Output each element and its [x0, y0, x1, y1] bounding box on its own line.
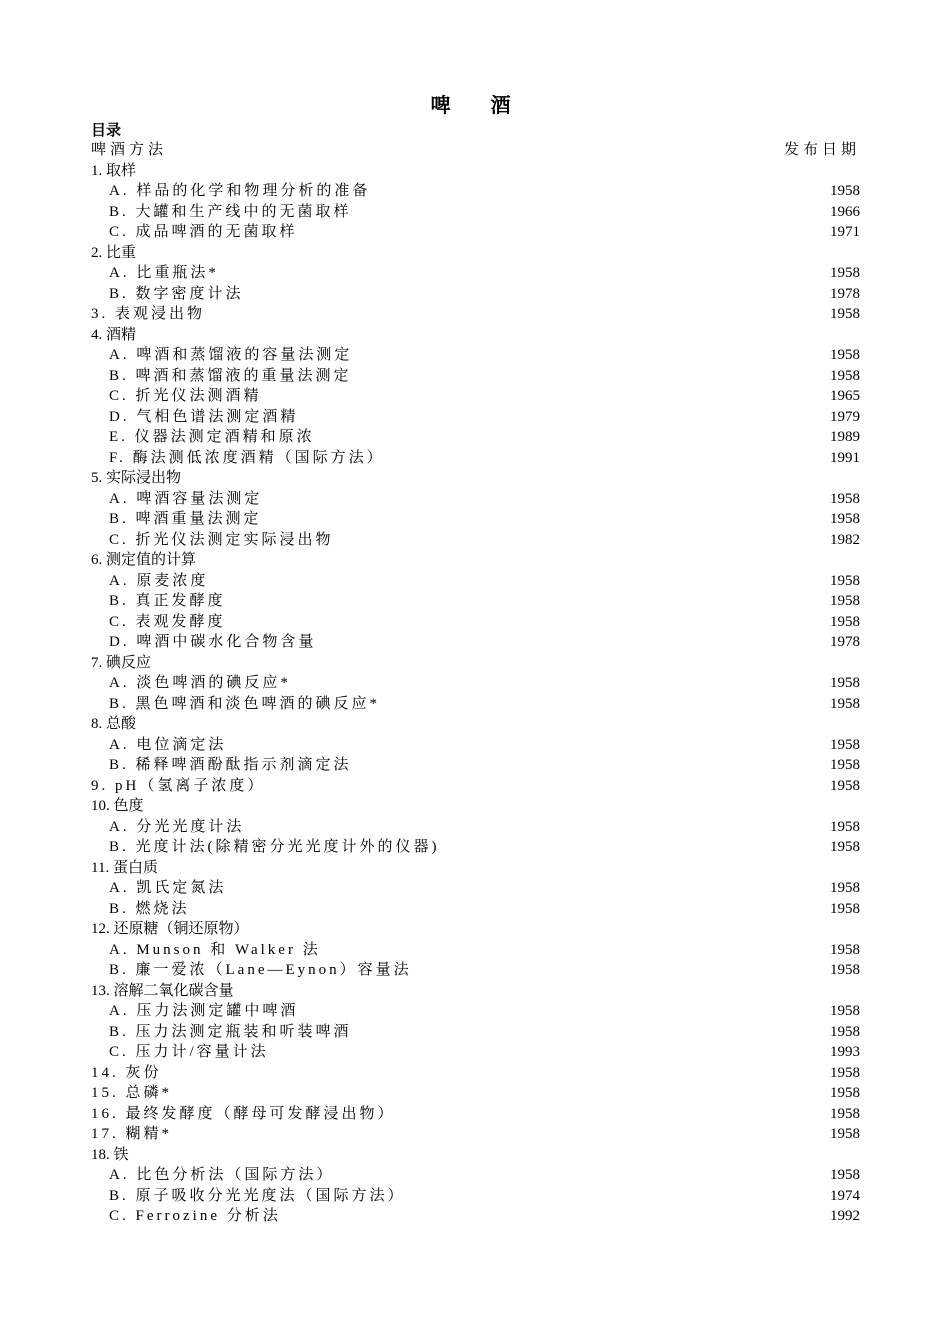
toc-entry-title: 18. 铁: [91, 1146, 129, 1163]
toc-section: [91, 981, 860, 1002]
toc-entry-title: C. Ferrozine 分析法: [109, 1208, 281, 1224]
toc-entry: [91, 1022, 860, 1043]
toc-entry-year: 1974: [830, 1187, 860, 1204]
toc-entry-title: 7. 碘反应: [91, 654, 152, 671]
toc-entry: [91, 1001, 860, 1022]
toc-entry: [91, 263, 860, 284]
toc-entry: [91, 1104, 860, 1125]
toc-entry: [91, 1124, 860, 1145]
toc-section: [91, 858, 860, 879]
toc-entry: [91, 1206, 860, 1227]
toc-entry-year: 1958: [830, 839, 860, 855]
toc-entry-title: 1. 取样: [91, 162, 137, 179]
toc-entry-title: C. 折光仪法测酒精: [109, 388, 262, 404]
toc-entry-title: A. 电位滴定法: [109, 736, 227, 753]
toc-entry-title: 9. pH（氢离子浓度）: [91, 777, 266, 794]
toc-entry: [91, 284, 860, 305]
toc-entry-title: 2. 比重: [91, 244, 137, 261]
toc-entry-year: 1958: [830, 675, 860, 691]
toc-entry: [91, 960, 860, 981]
toc-entry-title: B. 廉一爱浓（Lane—Eynon）容量法: [109, 962, 412, 978]
toc-entry: [91, 304, 860, 325]
toc-entry: [91, 817, 860, 838]
toc-entry-year: 1958: [830, 1064, 860, 1081]
toc-entry-title: B. 啤酒和蒸馏液的重量法测定: [109, 367, 352, 384]
toc-entry-year: 1979: [830, 408, 860, 425]
toc-entry-title: A. 凯氏定氮法: [109, 880, 227, 896]
toc-entry-title: B. 真正发酵度: [109, 593, 226, 609]
toc-entry-year: 1982: [830, 531, 860, 548]
toc-entry-title: 3. 表观浸出物: [91, 306, 206, 322]
toc-entry-title: A. 啤酒和蒸馏液的容量法测定: [109, 347, 353, 363]
toc-entry-title: A. 样品的化学和物理分析的准备: [109, 183, 371, 199]
toc-entry-title: E. 仪器法测定酒精和原浓: [109, 429, 315, 445]
toc-entry-title: B. 原子吸收分光光度法（国际方法）: [109, 1187, 406, 1204]
toc-section: [91, 796, 860, 817]
toc-entry-title: D. 啤酒中碳水化合物含量: [109, 634, 317, 650]
toc-entry-title: F. 酶法测低浓度酒精（国际方法）: [109, 449, 385, 466]
toc-entry-title: B. 光度计法(除精密分光光度计外的仪器): [109, 839, 440, 855]
toc-entry: [91, 427, 860, 448]
toc-section: [91, 325, 860, 346]
toc-entry-title: A. 分光光度计法: [109, 818, 245, 835]
toc-entry: [91, 222, 860, 243]
toc-entry-year: 1992: [830, 1208, 860, 1224]
toc-entry-title: 12. 还原糖（铜还原物）: [91, 921, 249, 937]
toc-entry-year: 1993: [830, 1044, 860, 1060]
toc-entry-year: 1958: [830, 757, 860, 773]
toc-entry-year: 1958: [830, 593, 860, 609]
toc-entry-title: B. 压力法测定瓶装和听装啤酒: [109, 1023, 352, 1040]
toc-entry-year: 1958: [830, 183, 860, 199]
toc-entry-title: B. 啤酒重量法测定: [109, 511, 262, 527]
toc-entry: [91, 386, 860, 407]
toc-entry-year: 1958: [830, 1085, 860, 1101]
toc-entry-title: A. 压力法测定罐中啤酒: [109, 1003, 299, 1019]
page-title: 啤 酒: [430, 93, 521, 117]
toc-entry-year: 1958: [830, 736, 860, 753]
toc-list: [91, 161, 860, 1227]
toc-entry-title: C. 成品啤酒的无菌取样: [109, 224, 298, 240]
toc-entry: [91, 202, 860, 223]
toc-section: [91, 1145, 860, 1166]
toc-entry-year: 1958: [830, 265, 860, 281]
toc-entry: [91, 366, 860, 387]
toc-entry-year: 1958: [830, 613, 860, 630]
toc-entry-title: C. 折光仪法测定实际浸出物: [109, 531, 334, 548]
toc-entry: [91, 632, 860, 653]
toc-entry: [91, 899, 860, 920]
toc-entry-title: 4. 酒精: [91, 326, 137, 343]
toc-entry: [91, 1186, 860, 1207]
toc-entry-title: A. 比重瓶法*: [109, 265, 219, 281]
toc-entry-year: 1958: [830, 572, 860, 589]
toc-entry: [91, 1083, 860, 1104]
toc-entry: [91, 530, 860, 551]
toc-entry-title: 13. 溶解二氧化碳含量: [91, 982, 234, 999]
toc-header: [91, 140, 860, 161]
toc-entry: [91, 591, 860, 612]
toc-entry: [91, 694, 860, 715]
toc-entry-year: 1958: [830, 1023, 860, 1040]
toc-entry: [91, 407, 860, 428]
toc-section: [91, 243, 860, 264]
toc-section: [91, 714, 860, 735]
header-left: 啤酒方法: [91, 142, 168, 158]
toc-entry: [91, 776, 860, 797]
toc-entry-title: B. 燃烧法: [109, 900, 190, 917]
toc-entry-year: 1989: [830, 429, 860, 445]
toc-entry: [91, 571, 860, 592]
toc-entry-title: 5. 实际浸出物: [91, 470, 182, 486]
toc-entry-year: 1958: [830, 367, 860, 384]
toc-entry-year: 1958: [830, 777, 860, 794]
toc-entry-year: 1958: [830, 962, 860, 978]
toc-section: [91, 468, 860, 489]
toc-entry-title: A. 啤酒容量法测定: [109, 490, 263, 507]
toc-entry: [91, 1042, 860, 1063]
toc-entry-year: 1971: [830, 224, 860, 240]
toc-entry-year: 1958: [830, 306, 860, 322]
toc-entry-title: 8. 总酸: [91, 716, 137, 732]
document-page: [91, 90, 860, 1227]
toc-entry-title: B. 稀释啤酒酚酞指示剂滴定法: [109, 757, 352, 773]
toc-entry-title: 15. 总磷*: [91, 1085, 173, 1101]
toc-entry-title: 17. 糊精*: [91, 1126, 173, 1142]
toc-entry-title: D. 气相色谱法测定酒精: [109, 408, 299, 425]
toc-section: [91, 161, 860, 182]
toc-entry-title: C. 表观发酵度: [109, 613, 226, 630]
toc-entry-title: B. 数字密度计法: [109, 285, 244, 302]
toc-entry: [91, 489, 860, 510]
header-right: 发布日期: [783, 142, 860, 158]
toc-entry-year: 1978: [830, 285, 860, 302]
toc-entry-year: 1958: [830, 818, 860, 835]
toc-entry: [91, 612, 860, 633]
toc-entry: [91, 673, 860, 694]
toc-entry-title: A. 比色分析法（国际方法）: [109, 1167, 335, 1183]
toc-entry-title: C. 压力计/容量计法: [109, 1044, 269, 1060]
toc-entry-year: 1958: [830, 1105, 860, 1122]
toc-entry-year: 1966: [830, 203, 860, 220]
toc-section: [91, 919, 860, 940]
toc-entry: [91, 735, 860, 756]
toc-entry-year: 1958: [830, 1126, 860, 1142]
toc-entry-year: 1991: [830, 449, 860, 466]
toc-entry-year: 1978: [830, 634, 860, 650]
toc-entry-title: 11. 蛋白质: [91, 859, 158, 876]
toc-label: 目录: [91, 121, 122, 139]
toc-entry: [91, 878, 860, 899]
toc-entry: [91, 345, 860, 366]
toc-entry-title: A. 原麦浓度: [109, 572, 209, 589]
toc-entry: [91, 181, 860, 202]
toc-entry-year: 1958: [830, 695, 860, 712]
toc-entry-year: 1958: [830, 490, 860, 507]
toc-entry: [91, 1165, 860, 1186]
toc-entry-title: 16. 最终发酵度（酵母可发酵浸出物）: [91, 1105, 396, 1122]
toc-entry-year: 1965: [830, 388, 860, 404]
toc-section: [91, 653, 860, 674]
toc-entry: [91, 448, 860, 469]
toc-entry: [91, 509, 860, 530]
toc-entry: [91, 1063, 860, 1084]
toc-entry-year: 1958: [830, 900, 860, 917]
toc-entry-year: 1958: [830, 1167, 860, 1183]
toc-entry-title: 6. 测定值的计算: [91, 552, 197, 568]
toc-entry-title: B. 黑色啤酒和淡色啤酒的碘反应*: [109, 695, 381, 712]
toc-entry: [91, 755, 860, 776]
toc-entry-title: A. 淡色啤酒的碘反应*: [109, 675, 291, 691]
toc-section: [91, 550, 860, 571]
toc-entry-year: 1958: [830, 1003, 860, 1019]
toc-entry-year: 1958: [830, 880, 860, 896]
toc-entry-year: 1958: [830, 347, 860, 363]
toc-entry-title: 10. 色度: [91, 798, 144, 814]
toc-entry-title: A. Munson 和 Walker 法: [109, 941, 321, 958]
toc-entry: [91, 940, 860, 961]
toc-entry-year: 1958: [830, 511, 860, 527]
toc-entry-title: 14. 灰份: [91, 1064, 162, 1081]
toc-entry: [91, 837, 860, 858]
toc-entry-year: 1958: [830, 941, 860, 958]
toc-entry-title: B. 大罐和生产线中的无菌取样: [109, 203, 352, 220]
